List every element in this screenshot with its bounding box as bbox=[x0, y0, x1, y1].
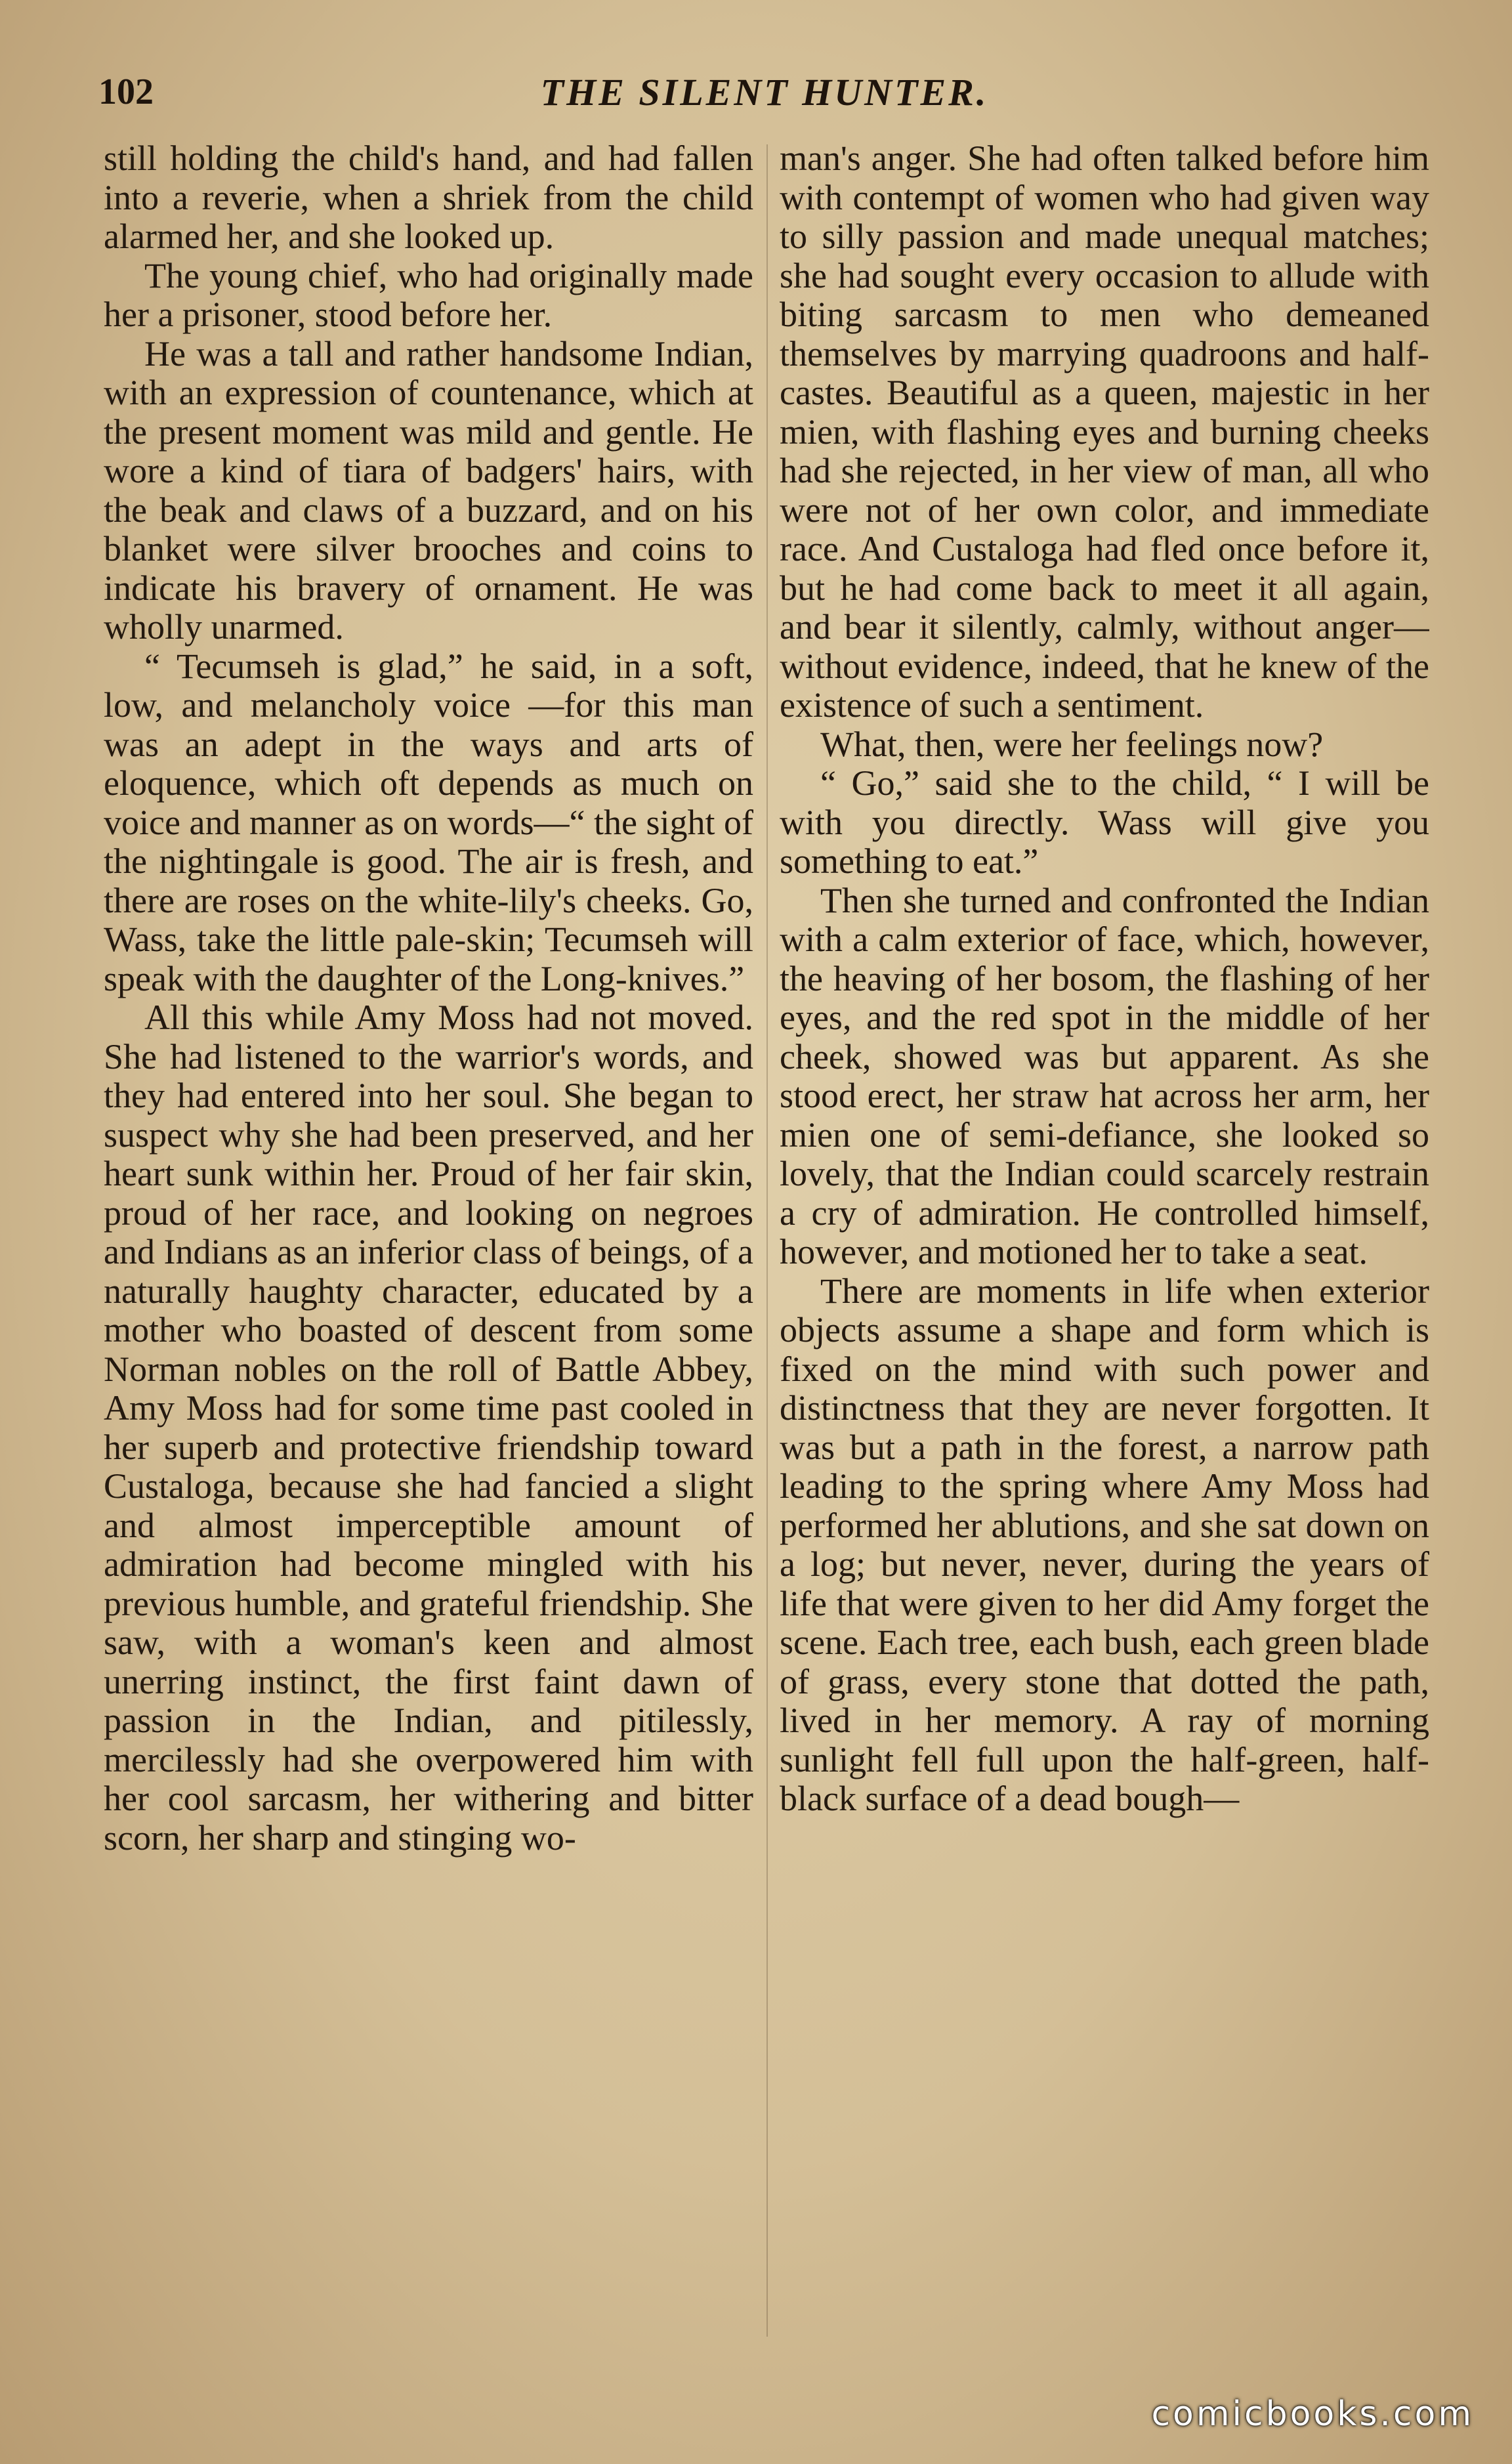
column-divider bbox=[766, 144, 768, 2337]
paragraph: He was a tall and rather handsome Indian, with an expression of countenance, which at the present moment was mild and gentle. He wore a kind of tiara of badgers' hairs, with the beak and claws of a buzzard, and on his blanket were silver brooches and coins to indicate his bravery of ornament. He was wholly unarmed. bbox=[104, 333, 753, 647]
paragraph: Then she turned and confronted the Indian with a calm exterior of face, which, however, the heaving of her bosom, the flashing of her eyes, and the red spot in the middle of her cheek, showed was but apparent. As she stood erect, her straw hat across her arm, her mien one of semi-defiance, she looked so lovely, that the Indian could scarcely restrain a cry of admiration. He controlled himself, however, and motioned her to take a seat. bbox=[780, 880, 1429, 1271]
right-text-column bbox=[780, 139, 1429, 2351]
page-header bbox=[98, 66, 1431, 118]
page-number: 102 bbox=[98, 72, 154, 112]
running-title: THE SILENT HUNTER. bbox=[540, 70, 989, 114]
paragraph: What, then, were her feelings now? bbox=[820, 724, 1324, 764]
paragraph: There are moments in life when exterior objects assume a shape and form which is fixed on the mind with such power and distinctness that they are never forgotten. It was but a path in the forest, a narrow path leading to the spring where Amy Moss had performed her ablutions, and she sat down on a log; but never, never, during the years of life that were given to her did Amy forget the scene. Each tree, each bush, each green blade of grass, every stone that dotted the path, lived in her memory. A ray of morning sunlight fell full upon the half-green, half-black surface of a dead bough— bbox=[780, 1271, 1429, 1818]
paragraph: The young chief, who had originally made her a prisoner, stood before her. bbox=[104, 255, 753, 334]
paragraph: All this while Amy Moss had not moved. She had listened to the warrior's words, and they had entered into her soul. She began to suspect why she had been preserved, and her heart sunk within her. Proud of her fair skin, proud of her race, and looking on negroes and Indians as an inferior class of beings, of a naturally haughty character, educated by a mother who boasted of descent from some Norman nobles on the roll of Battle Abbey, Amy Moss had for some time past cooled in her superb and protective friendship toward Custaloga, because she had fancied a slight and almost imperceptible amount of admiration had become mingled with his previous humble, and grateful friendship. She saw, with a woman's keen and almost unerring instinct, the first faint dawn of passion in the Indian, and pitilessly, mercilessly had she overpowered him with her cool sarcasm, her withering and bitter scorn, her sharp and stinging wo- bbox=[104, 998, 753, 1858]
paragraph: “ Tecumseh is glad,” he said, in a soft, low, and melancholy voice —for this man was an adept in the ways and arts of eloquence, which oft depends as much on voice and manner as on words—“ the sight of the nightingale is good. The air is fresh, and there are roses on the white-lily's cheeks. Go, Wass, take the little pale-skin; Tecumseh will speak with the daughter of the Long-knives.” bbox=[104, 646, 753, 998]
watermark: comicbooks.com bbox=[1151, 2394, 1474, 2434]
paragraph: man's anger. She had often talked before him with contempt of women who had given way to silly passion and made unequal matches; she had sought every occasion to allude with biting sarcasm to men who demeaned themselves by marrying quadroons and half-castes. Beautiful as a queen, majestic in her mien, with flashing eyes and burning cheeks had she rejected, in her view of man, all who were not of her own color, and immediate race. And Custaloga had fled once before it, but he had come back to meet it all again, and bear it silently, calmly, without anger—without evidence, indeed, that he knew of the existence of such a sentiment. bbox=[780, 139, 1429, 725]
paragraph: still holding the child's hand, and had fallen into a reverie, when a shriek from the child alarmed her, and she looked up. bbox=[104, 139, 753, 256]
left-text-column bbox=[104, 139, 753, 2351]
paragraph: “ Go,” said she to the child, “ I will be with you directly. Wass will give you something to eat.” bbox=[780, 763, 1429, 881]
